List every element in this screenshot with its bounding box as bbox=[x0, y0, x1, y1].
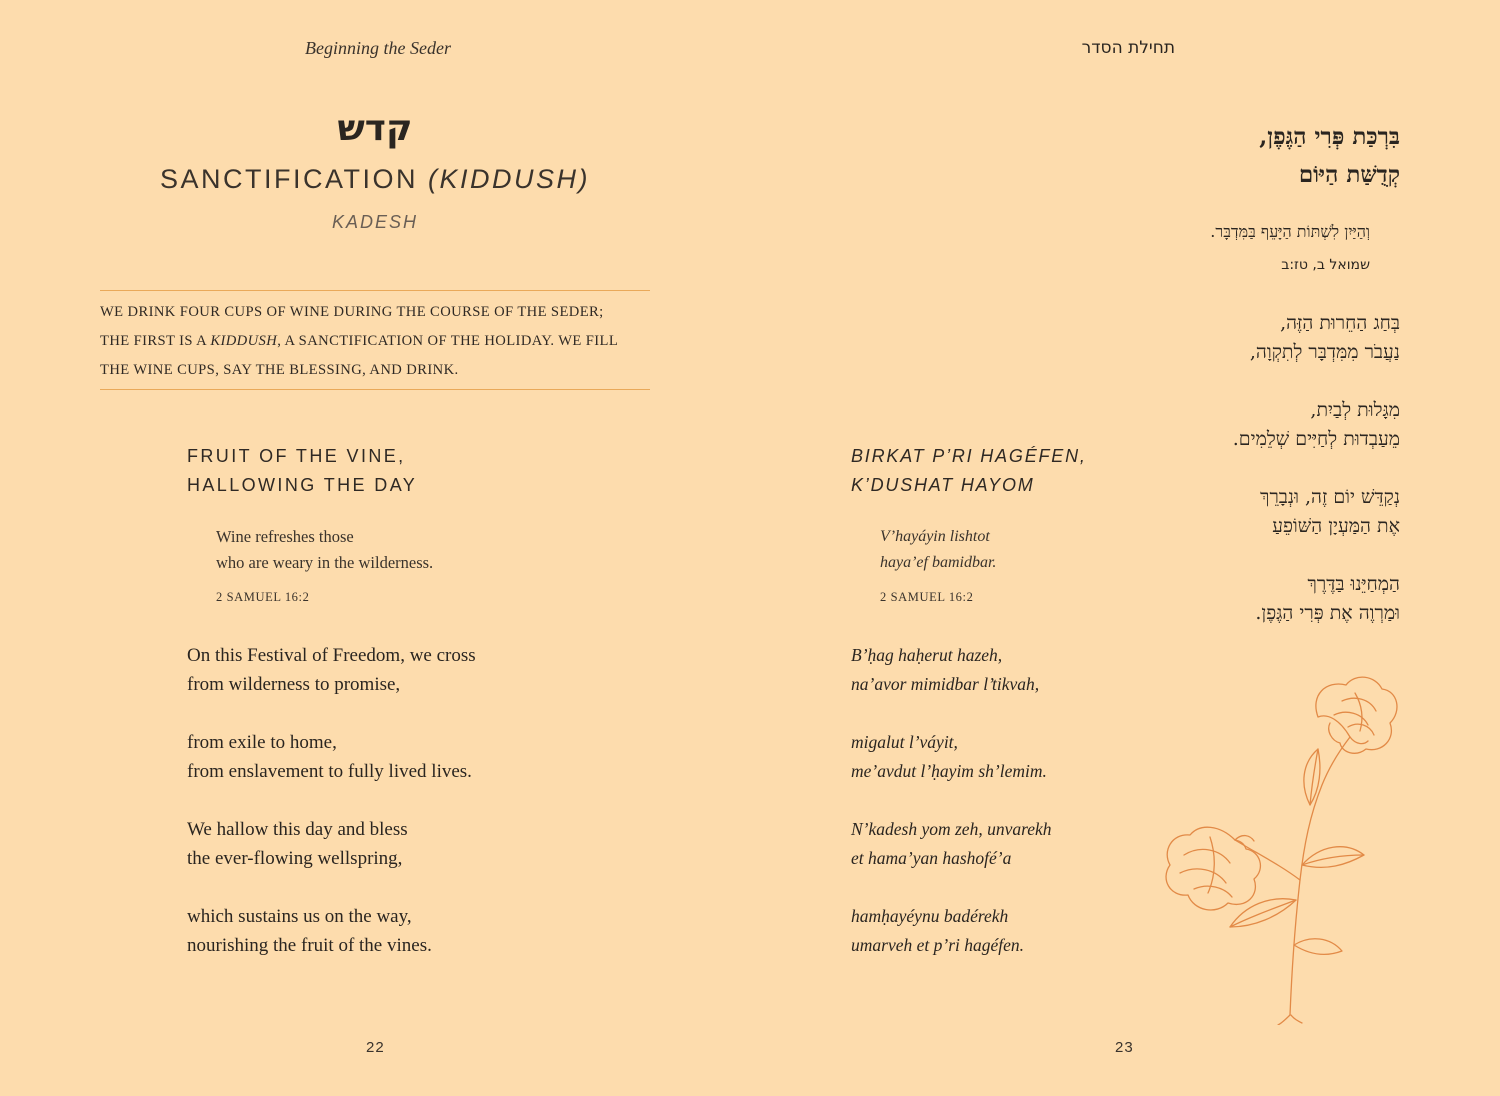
stanza bbox=[851, 728, 1111, 786]
stanza bbox=[187, 815, 587, 873]
poem-line: nourishing the fruit of the vines. bbox=[187, 935, 432, 956]
stanza bbox=[187, 902, 587, 960]
section-title-transliteration bbox=[851, 442, 1131, 500]
poem-line: בְּחַג הַחֵרוּת הַזֶּה, bbox=[1280, 312, 1400, 334]
epigraph-source-hebrew: שמואל ב, טז:ב bbox=[1281, 257, 1370, 273]
poem-line: מִגָּלוּת לְבַיִת, bbox=[1310, 399, 1400, 421]
section-title-transliteration-line-2: K’DUSHAT HAYOM bbox=[851, 475, 1035, 495]
running-head-hebrew: תחילת הסדר bbox=[1081, 38, 1175, 58]
poem-transliteration bbox=[851, 641, 1111, 989]
epigraph-source: 2 SAMUEL 16:2 bbox=[216, 590, 310, 604]
poem-line: the ever-flowing wellspring, bbox=[187, 848, 403, 869]
stanza bbox=[1150, 570, 1400, 628]
epigraph-source-transliteration: 2 SAMUEL 16:2 bbox=[880, 590, 974, 604]
poem-line: נַעֲבֹר מִמִּדְבָּר לְתִקְוָה, bbox=[1249, 341, 1400, 363]
poem-english bbox=[187, 641, 587, 989]
stanza bbox=[851, 902, 1111, 960]
stanza bbox=[187, 728, 587, 786]
poem-line: N’kadesh yom zeh, unvarekh bbox=[851, 819, 1052, 839]
poem-line: On this Festival of Freedom, we cross bbox=[187, 645, 476, 666]
rose-flower-icon bbox=[1150, 665, 1410, 1025]
poem-line: me’avdut l’ḥayim sh’lemim. bbox=[851, 761, 1047, 781]
section-title-hebrew-line-1: בִּרְכַּת פְּרִי הַגֶּפֶן, bbox=[1259, 123, 1400, 150]
poem-line: הַמְחַיֵּנוּ בַּדֶּרֶךְ bbox=[1307, 573, 1400, 595]
stanza bbox=[1150, 483, 1400, 541]
epigraph-transliteration bbox=[880, 524, 1100, 576]
poem-line: na’avor mimidbar l’tikvah, bbox=[851, 674, 1040, 694]
instructions-line-2-italic: KIDDUSH bbox=[210, 333, 278, 349]
divider-bottom bbox=[100, 389, 650, 390]
instructions-line-2a: THE FIRST IS A bbox=[100, 333, 211, 349]
stanza bbox=[851, 641, 1111, 699]
title-english-paren: (KIDDUSH) bbox=[428, 164, 591, 194]
section-title-line-1: FRUIT OF THE VINE, bbox=[187, 446, 406, 466]
instructions bbox=[100, 298, 650, 385]
section-title bbox=[187, 442, 527, 500]
poem-line: from exile to home, bbox=[187, 732, 337, 753]
divider-top bbox=[100, 290, 650, 291]
stanza bbox=[851, 815, 1111, 873]
instructions-line-3: THE WINE CUPS, SAY THE BLESSING, AND DRINK. bbox=[100, 362, 459, 378]
instructions-line-2b: , A SANCTIFICATION OF THE HOLIDAY. WE FILL bbox=[277, 333, 619, 349]
poem-line: We hallow this day and bless bbox=[187, 819, 408, 840]
page-number-right: 23 bbox=[1115, 1039, 1134, 1056]
running-head: Beginning the Seder bbox=[305, 38, 451, 58]
section-title-line-2: HALLOWING THE DAY bbox=[187, 475, 418, 495]
page-number-left: 22 bbox=[366, 1039, 385, 1056]
poem-line: et hama’yan hashofé’a bbox=[851, 848, 1012, 868]
epigraph-line-1: Wine refreshes those bbox=[216, 527, 354, 546]
poem-line: migalut l’váyit, bbox=[851, 732, 958, 752]
title-hebrew: קדש bbox=[337, 108, 413, 149]
epigraph-transliteration-line-2: haya’ef bamidbar. bbox=[880, 554, 997, 571]
title-english bbox=[100, 164, 650, 195]
poem-line: נְקַדֵּשׁ יוֹם זֶה, וּנְבָרֵךְ bbox=[1260, 486, 1400, 508]
epigraph bbox=[216, 524, 536, 576]
epigraph-transliteration-line-1: V’hayáyin lishtot bbox=[880, 528, 990, 545]
poem-line: מֵעַבְדוּת לְחַיִּים שְׁלֵמִים. bbox=[1232, 428, 1400, 450]
poem-line: וּמַרְוֶה אֶת פְּרִי הַגֶּפֶן. bbox=[1255, 602, 1400, 624]
poem-line: umarveh et p’ri hagéfen. bbox=[851, 935, 1025, 955]
stanza bbox=[1150, 309, 1400, 367]
instructions-line-1: WE DRINK FOUR CUPS OF WINE DURING THE COURSE OF THE SEDER; bbox=[100, 304, 604, 320]
title-english-main: SANCTIFICATION bbox=[159, 164, 418, 194]
stanza bbox=[1150, 396, 1400, 454]
poem-line: from enslavement to fully lived lives. bbox=[187, 761, 472, 782]
title-transliteration: KADESH bbox=[331, 212, 419, 232]
poem-line: which sustains us on the way, bbox=[187, 906, 412, 927]
section-title-hebrew bbox=[1150, 118, 1400, 194]
poem-line: hamḥayéynu badérekh bbox=[851, 906, 1009, 926]
poem-hebrew bbox=[1150, 309, 1400, 657]
poem-line: from wilderness to promise, bbox=[187, 674, 401, 695]
epigraph-line-2: who are weary in the wilderness. bbox=[216, 553, 434, 572]
section-title-transliteration-line-1: BIRKAT P’RI HAGÉFEN, bbox=[851, 446, 1087, 466]
poem-line: אֶת הַמַּעְיָן הַשּׁוֹפֵעַ bbox=[1272, 515, 1400, 537]
epigraph-hebrew: וְהַיַּיִן לִשְׁתּוֹת הַיָּעֵף בַּמִּדְבָּר. bbox=[1210, 222, 1370, 241]
stanza bbox=[187, 641, 587, 699]
section-title-hebrew-line-2: קְדֻשַּׁת הַיּוֹם bbox=[1298, 161, 1400, 188]
poem-line: B’ḥag haḥerut hazeh, bbox=[851, 645, 1003, 665]
